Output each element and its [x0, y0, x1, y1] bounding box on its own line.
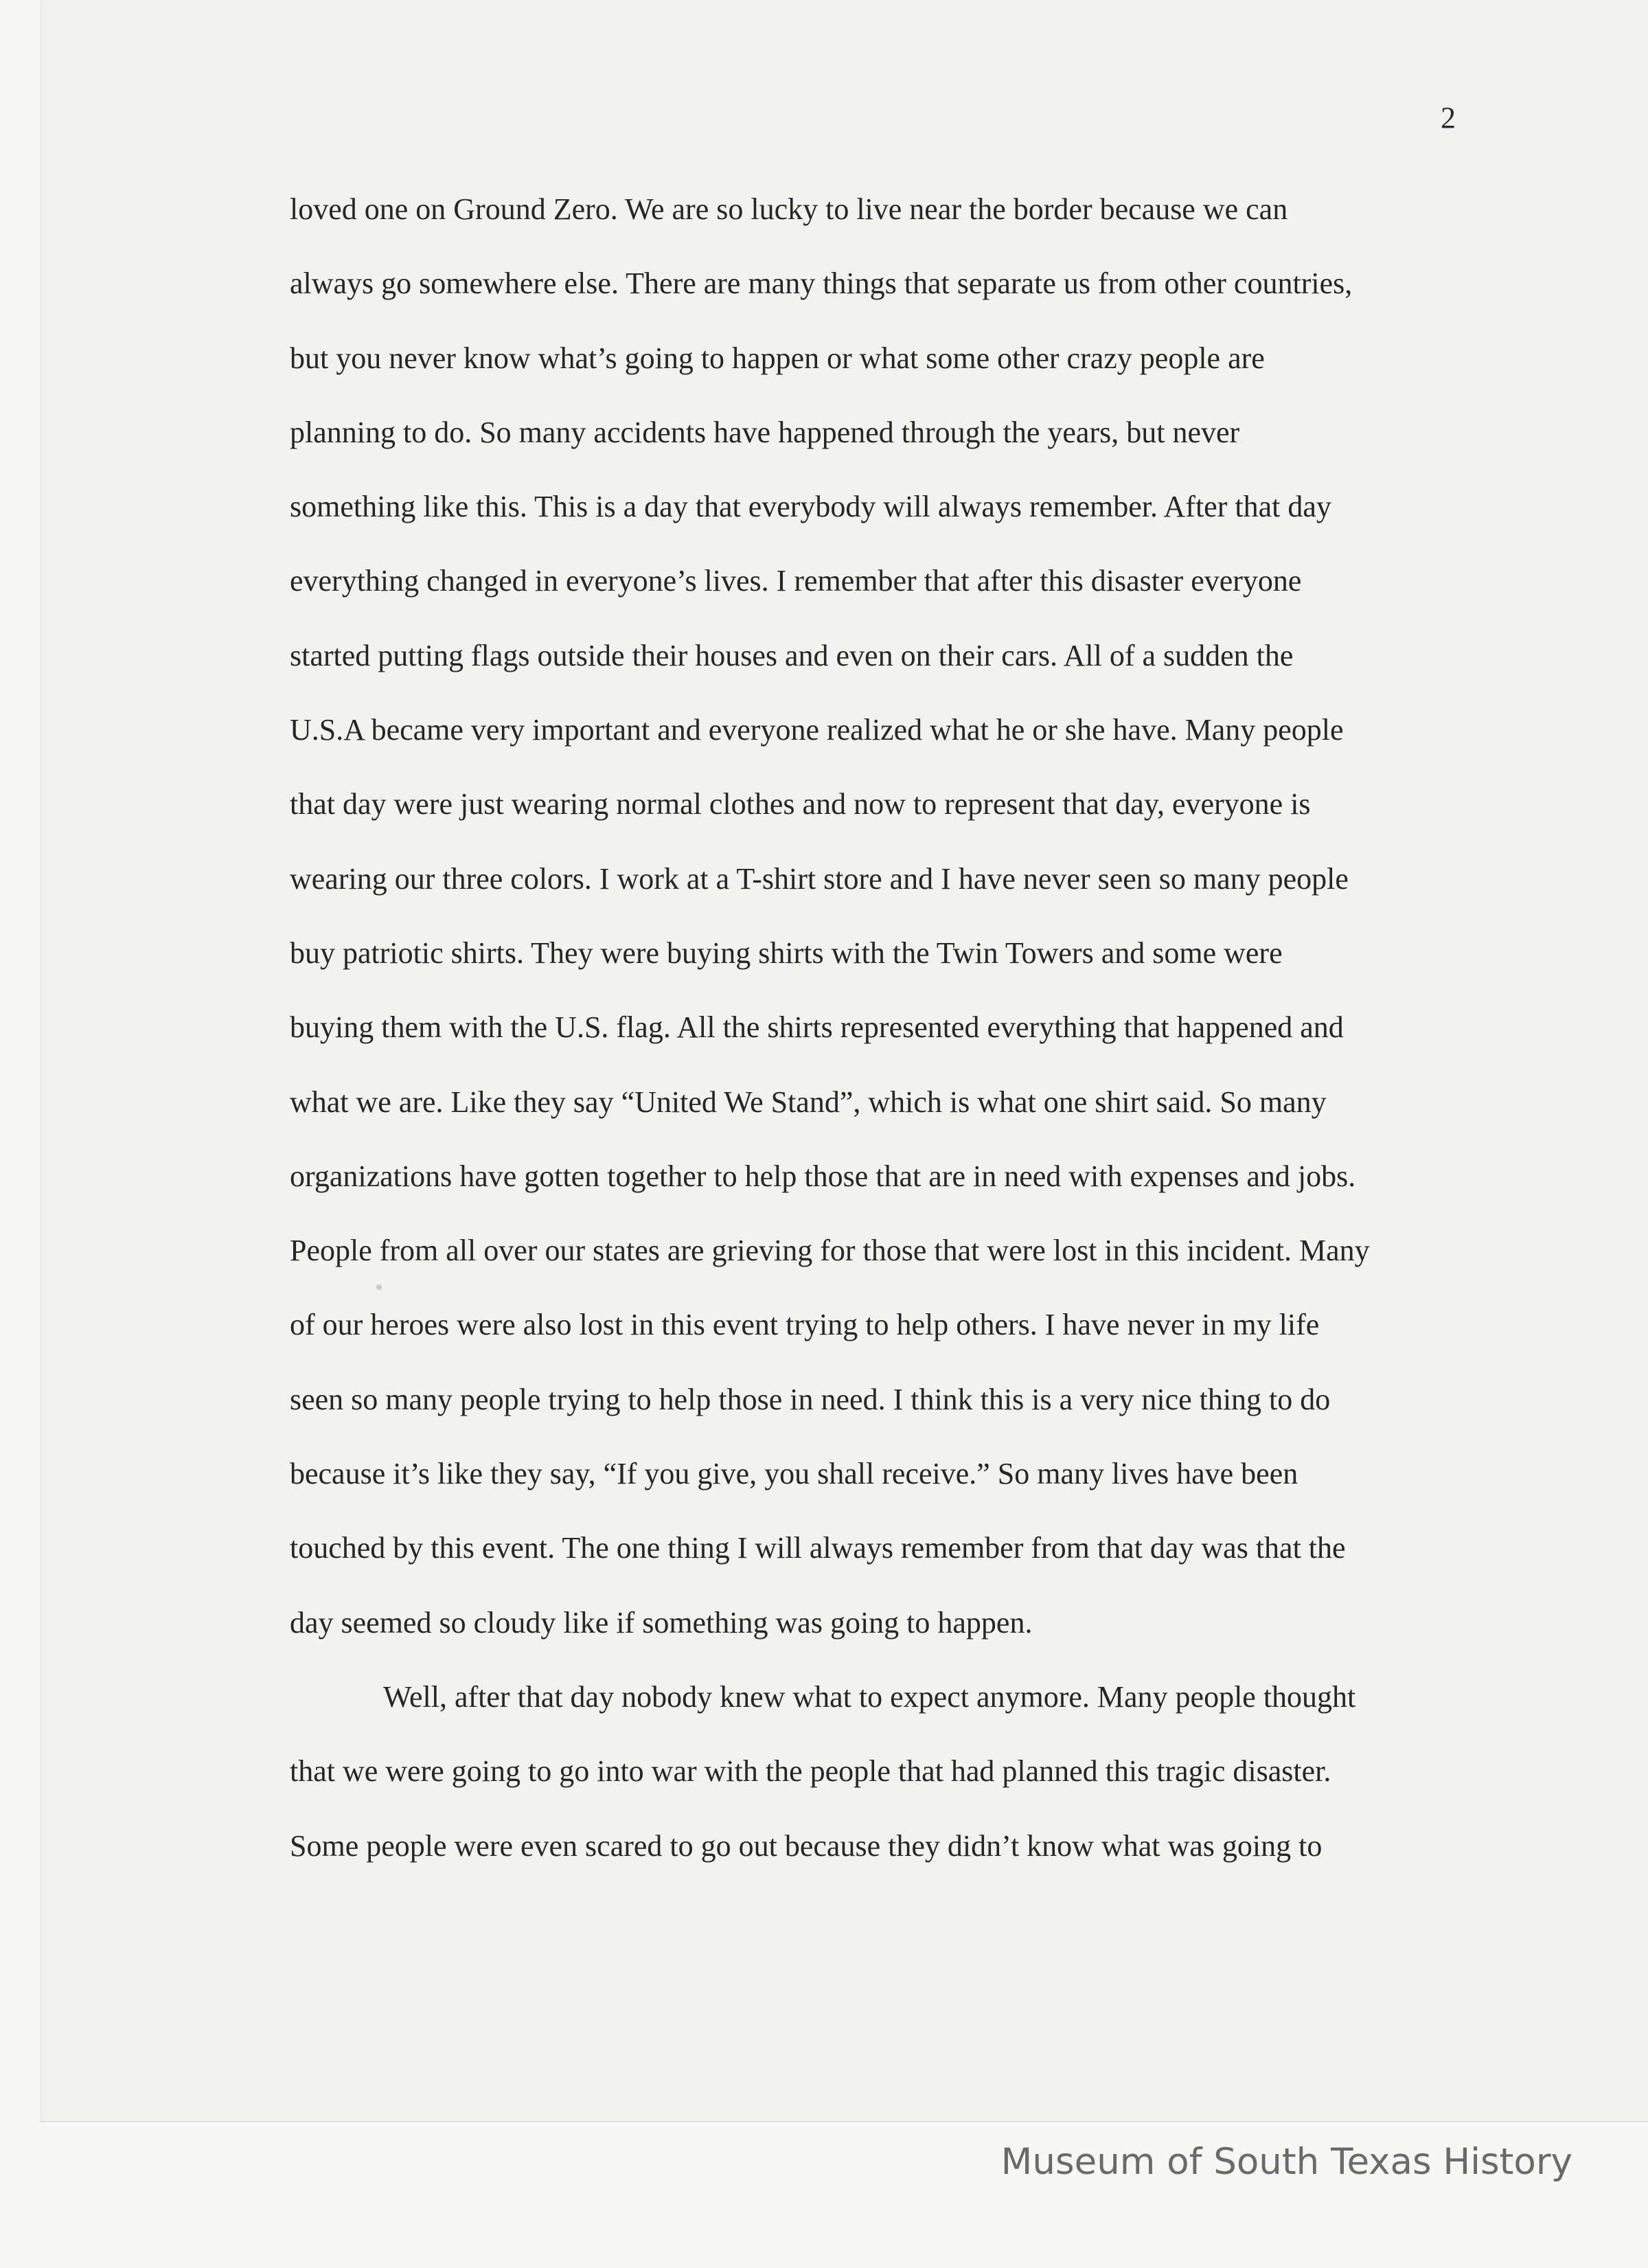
- text-line: Some people were even scared to go out because they didn’t know what was going to: [290, 1828, 1323, 1863]
- text-line: wearing our three colors. I work at a T-shirt store and I have never seen so many people: [290, 861, 1349, 896]
- text-line: something like this. This is a day that everybody will always remember. After that day: [290, 490, 1331, 524]
- text-line: touched by this event. The one thing I will always remember from that day was that the: [290, 1531, 1346, 1565]
- text-line: seen so many people trying to help those in need. I think this is a very nice thing to do: [290, 1382, 1331, 1416]
- text-line: loved one on Ground Zero. We are so lucky to live near the border because we can: [290, 192, 1288, 226]
- text-line: that we were going to go into war with the people that had planned this tragic disaster.: [290, 1754, 1331, 1789]
- text-line: day seemed so cloudy like if something was going to happen.: [290, 1605, 1033, 1640]
- text-line: everything changed in everyone’s lives. I remember that after this disaster everyone: [290, 564, 1302, 598]
- text-line: what we are. Like they say “United We Stand”, which is what one shirt said. So many: [290, 1085, 1327, 1119]
- text-line: because it’s like they say, “If you give, you shall receive.” So many lives have been: [290, 1457, 1298, 1491]
- text-line: always go somewhere else. There are many things that separate us from other countries,: [290, 267, 1353, 301]
- text-line: started putting flags outside their houses and even on their cars. All of a sudden the: [290, 638, 1294, 672]
- text-line: of our heroes were also lost in this event trying to help others. I have never in my life: [290, 1308, 1320, 1342]
- page-number: 2: [1441, 101, 1456, 135]
- text-line: U.S.A became very important and everyone realized what he or she have. Many people: [290, 713, 1344, 747]
- text-line: buy patriotic shirts. They were buying shirts with the Twin Towers and some were: [290, 935, 1283, 970]
- text-line: Well, after that day nobody knew what to expect anymore. Many people thought: [383, 1679, 1356, 1714]
- text-line: buying them with the U.S. flag. All the shirts represented everything that happened and: [290, 1010, 1344, 1045]
- text-line: that day were just wearing normal clothes and now to represent that day, everyone is: [290, 787, 1311, 821]
- body-text: [290, 185, 1457, 1896]
- text-line: People from all over our states are grieving for those that were lost in this incident. Many: [290, 1234, 1370, 1268]
- watermark-footer: Museum of South Texas History: [1000, 2141, 1572, 2183]
- text-line: but you never know what’s going to happen or what some other crazy people are: [290, 341, 1265, 375]
- text-line: planning to do. So many accidents have happened through the years, but never: [290, 415, 1240, 449]
- text-line: organizations have gotten together to help those that are in need with expenses and jobs.: [290, 1159, 1356, 1193]
